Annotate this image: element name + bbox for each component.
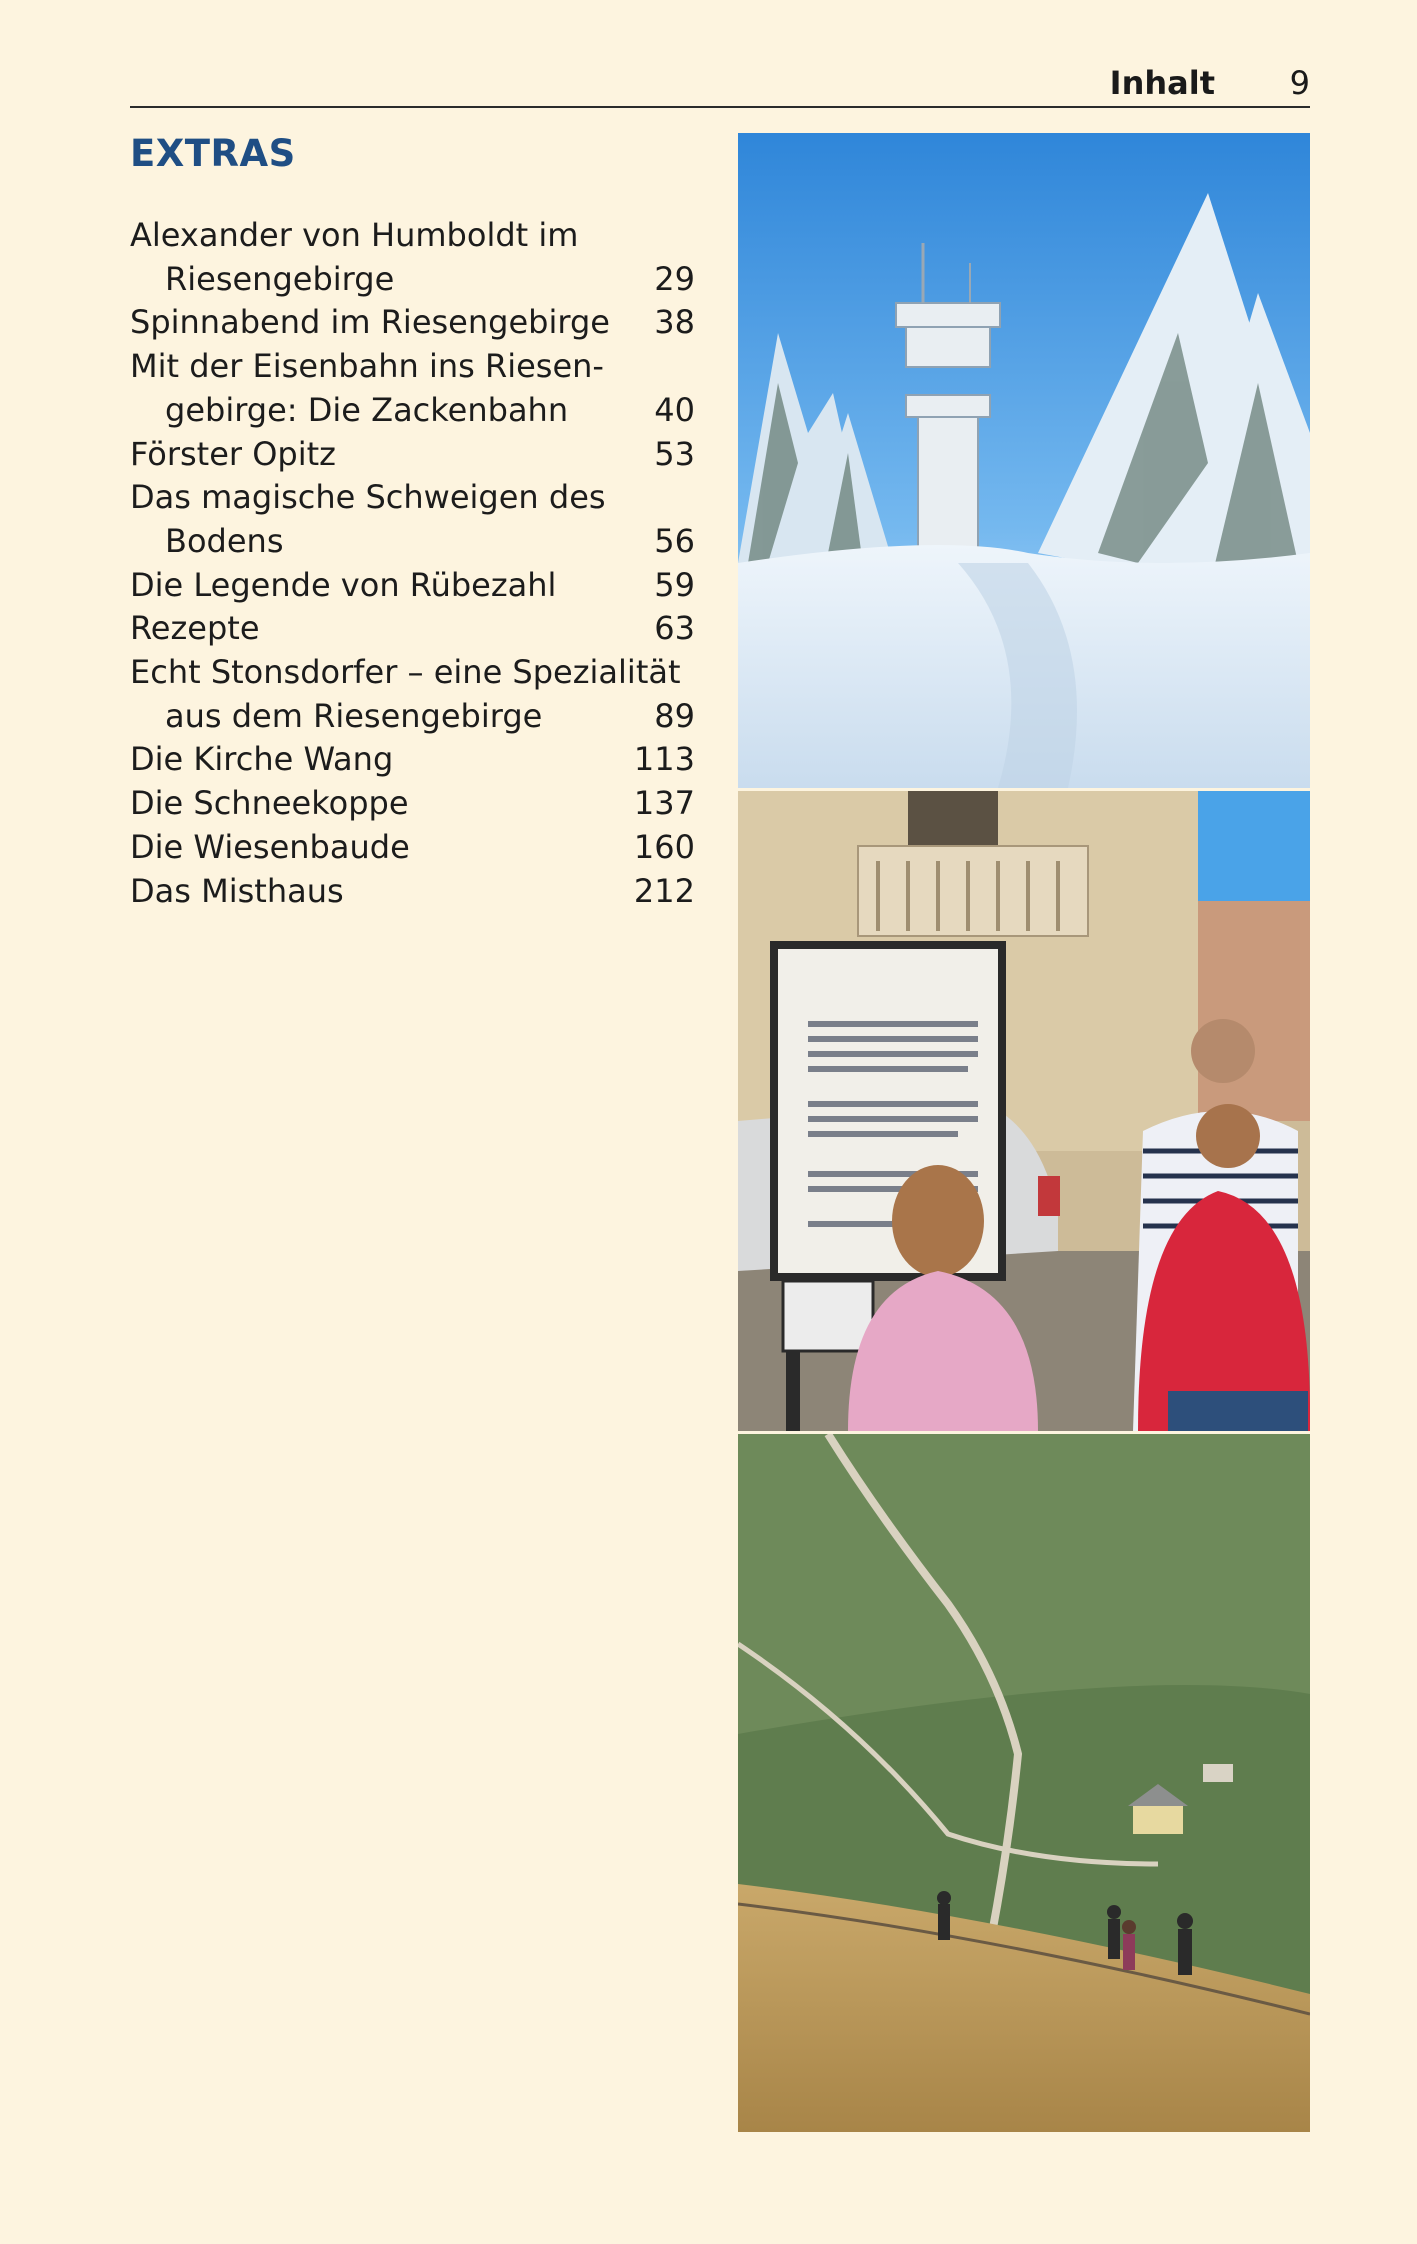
toc-entry-title: Spinnabend im Riesengebirge xyxy=(130,303,610,342)
toc-entry-title: Das Misthaus xyxy=(130,871,344,910)
toc-entry-title: Riesengebirge xyxy=(165,259,395,298)
toc-entry-page: 40 xyxy=(654,390,695,429)
toc-entry xyxy=(130,433,695,477)
photo-snowy-tower xyxy=(738,133,1310,788)
toc-entry-page: 160 xyxy=(633,827,695,866)
toc-entry-title: Förster Opitz xyxy=(130,434,336,473)
toc-entry-title: aus dem Riesengebirge xyxy=(165,696,543,735)
toc-entry-title: Die Legende von Rübezahl xyxy=(130,565,557,604)
toc-entry-page: 113 xyxy=(633,740,695,779)
toc-entry xyxy=(130,651,695,738)
photo-column xyxy=(738,133,1310,2132)
toc-entry xyxy=(130,214,695,301)
toc-entry-title: Bodens xyxy=(165,521,284,560)
toc-entry-page: 59 xyxy=(654,565,695,604)
toc-entry-title: Die Wiesenbaude xyxy=(130,827,410,866)
toc-entry xyxy=(130,476,695,563)
page-number: 9 xyxy=(1289,64,1310,102)
toc-entry-title: Echt Stonsdorfer – eine Spezialität xyxy=(130,653,681,692)
toc-entry-title: gebirge: Die Zackenbahn xyxy=(165,390,569,429)
toc-entry-title: Die Schneekoppe xyxy=(130,784,409,823)
toc-entry xyxy=(130,301,695,345)
toc-entry xyxy=(130,782,695,826)
toc-entry xyxy=(130,564,695,608)
toc-entry-page: 53 xyxy=(654,434,695,473)
toc-entry xyxy=(130,607,695,651)
toc-entry xyxy=(130,826,695,870)
toc-entry-title: Mit der Eisenbahn ins Riesen- xyxy=(130,347,604,386)
toc-entry-page: 63 xyxy=(654,609,695,648)
running-head-title: Inhalt xyxy=(1109,64,1215,102)
toc-entry-title: Die Kirche Wang xyxy=(130,740,394,779)
photo-mountain-path xyxy=(738,1434,1310,2132)
photo-info-board xyxy=(738,791,1310,1431)
extras-heading: EXTRAS xyxy=(130,132,296,175)
extras-list xyxy=(130,214,695,913)
toc-entry-title: Alexander von Humboldt im xyxy=(130,216,579,254)
toc-entry-page: 56 xyxy=(654,521,695,560)
toc-entry xyxy=(130,870,695,914)
toc-entry xyxy=(130,738,695,782)
running-head xyxy=(130,62,1310,108)
toc-entry xyxy=(130,345,695,432)
toc-entry-page: 38 xyxy=(654,303,695,342)
toc-entry-page: 89 xyxy=(654,696,695,735)
toc-entry-page: 212 xyxy=(633,871,695,910)
toc-entry-title: Das magische Schweigen des xyxy=(130,478,606,517)
toc-entry-page: 137 xyxy=(633,784,695,823)
toc-entry-page: 29 xyxy=(654,259,695,298)
toc-entry-title: Rezepte xyxy=(130,609,260,648)
